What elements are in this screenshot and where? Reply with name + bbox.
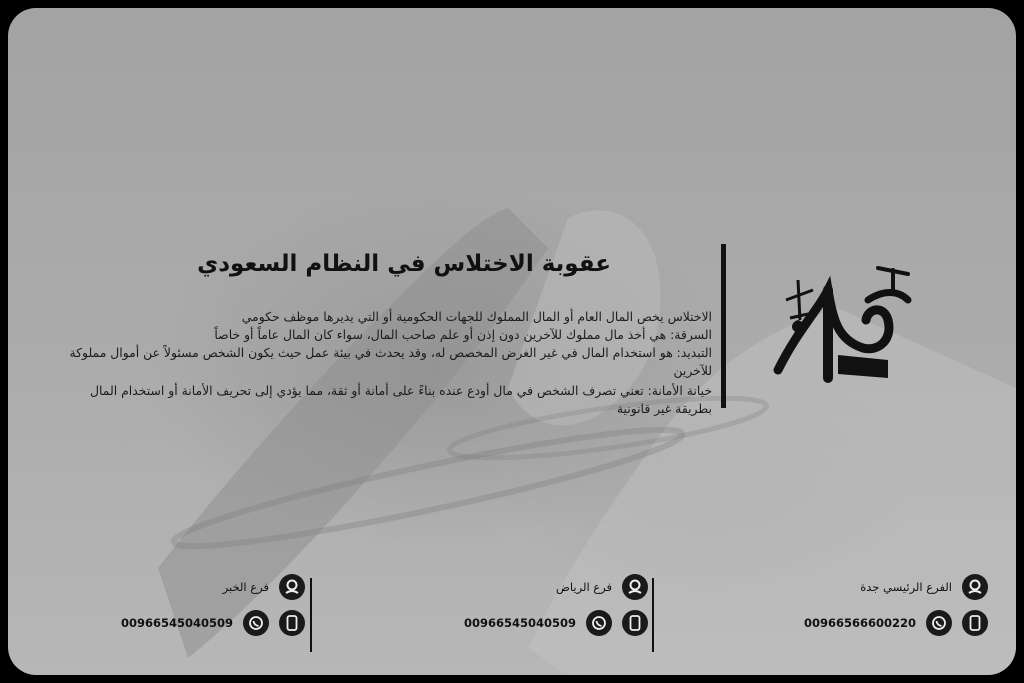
branch-khobar — [115, 574, 305, 636]
title-divider — [721, 244, 726, 408]
whatsapp-icon[interactable] — [926, 610, 952, 636]
branch-name: فرع الخبر — [222, 580, 269, 594]
location-pin-icon — [622, 574, 648, 600]
location-pin-icon — [962, 574, 988, 600]
poster-card — [8, 8, 1016, 675]
branch-divider — [652, 578, 654, 652]
paragraph-breach-of-trust: خيانة الأمانة: تعني تصرف الشخص في مال أودع عنده بناءً على أمانة أو ثقة، مما يؤدي إلى تحريف الأمانة أو استخدام المال بطريقة غير قانونية — [90, 383, 712, 416]
mobile-icon[interactable] — [279, 610, 305, 636]
whatsapp-icon[interactable] — [243, 610, 269, 636]
page-title: عقوبة الاختلاس في النظام السعودي — [197, 251, 611, 277]
branch-jeddah — [798, 574, 988, 636]
paragraph-embezzlement: الاختلاس يخص المال العام أو المال المملوك للجهات الحكومية أو التي يديرها موظف حكومي — [241, 309, 712, 324]
whatsapp-icon[interactable] — [586, 610, 612, 636]
phone-number[interactable]: 00966545040509 — [120, 616, 233, 630]
branch-name: فرع الرياض — [555, 580, 612, 594]
paragraph-squandering: التبديد: هو استخدام المال في غير الغرض المخصص له، وقد يحدث في بيئة عمل حيث يكون الشخص مسئولاً عن أموال مملوكة للآخرين — [69, 345, 712, 378]
branch-divider — [310, 578, 312, 652]
mobile-icon[interactable] — [622, 610, 648, 636]
location-pin-icon — [279, 574, 305, 600]
branch-name: الفرع الرئيسي جدة — [860, 580, 952, 594]
phone-number[interactable]: 00966545040509 — [463, 616, 576, 630]
mobile-icon[interactable] — [962, 610, 988, 636]
calligraphy-logo-icon — [768, 260, 918, 388]
paragraph-theft: السرقة: هي أخذ مال مملوك للآخرين دون إذن أو علم صاحب المال، سواء كان المال عاماً أو خاصاً — [214, 327, 712, 342]
phone-number[interactable]: 00966566600220 — [803, 616, 916, 630]
article-body — [52, 308, 712, 418]
branch-riyadh — [458, 574, 648, 636]
